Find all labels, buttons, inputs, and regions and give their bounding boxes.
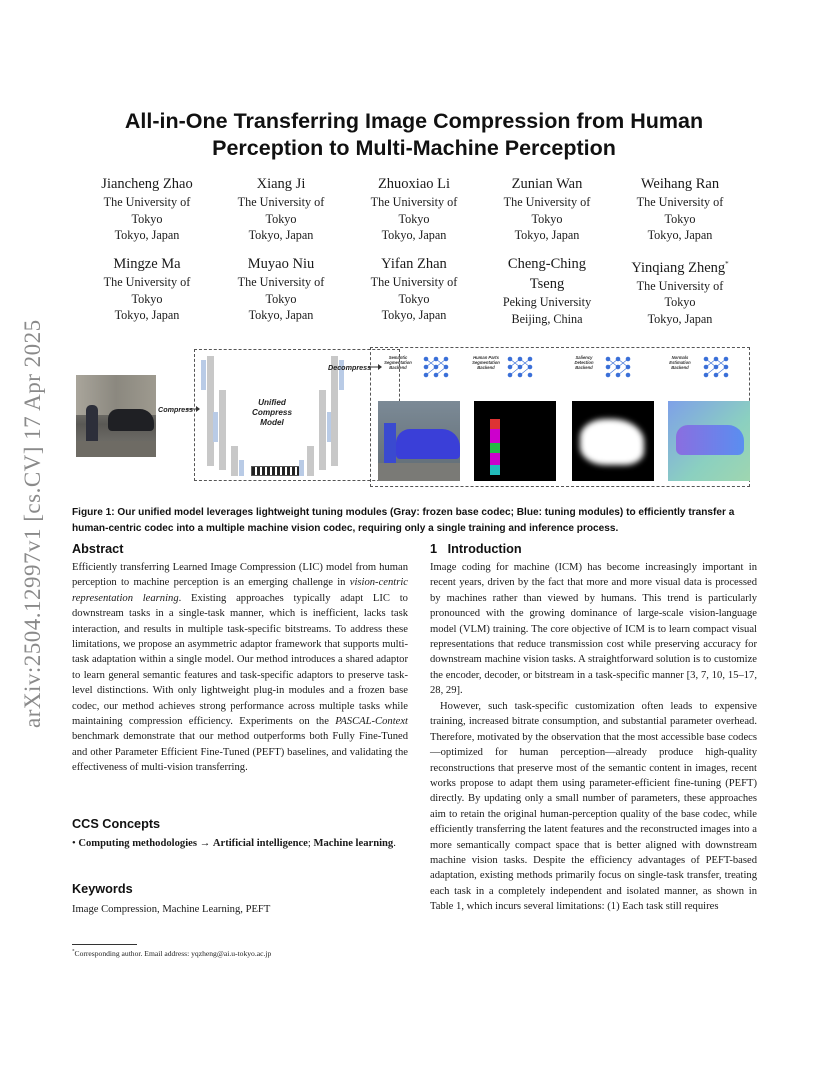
author-block (349, 254, 479, 324)
backend-label-line: Detection (574, 360, 594, 365)
input-image (76, 375, 156, 457)
arxiv-stamp: arXiv:2504.12997v1 [cs.CV] 17 Apr 2025 (20, 319, 45, 728)
author-affiliation: Tokyo (265, 291, 297, 306)
abstract-italic: PASCAL-Context (335, 716, 408, 728)
author-block (82, 174, 212, 244)
frozen-module (207, 356, 214, 466)
model-label-line: Compress (251, 408, 293, 417)
author-name: Tseng (529, 276, 565, 292)
model-label-line: Model (260, 418, 284, 427)
tuning-module (201, 360, 206, 390)
semantic-segmentation-output (378, 401, 460, 481)
backend-label-line: Segmentation (384, 360, 412, 365)
author-name (615, 254, 745, 278)
abstract-heading: Abstract (72, 542, 124, 556)
compress-label: Compress (158, 405, 194, 414)
bitstream (251, 466, 301, 476)
ccs-end: . (393, 838, 396, 849)
footnote-rule (72, 944, 137, 945)
author-name: Weihang Ran (640, 176, 720, 192)
section-title: Introduction (447, 542, 522, 556)
footnote-mark: * (72, 949, 75, 955)
author-name: Cheng-Ching (507, 256, 587, 272)
backend-label-line: Semantic (388, 355, 408, 360)
backend-label (370, 355, 426, 370)
author-affiliation: The University of (237, 195, 325, 209)
author-name: Jiancheng Zhao (101, 176, 193, 192)
author-affiliation: Tokyo (398, 291, 430, 306)
tuning-module (299, 460, 304, 476)
backend-label-line: Backend (575, 365, 593, 370)
abstract-run: . Existing approaches typically adapt LIC to downstream tasks in a single-task manner, which is inefficient, lacks task interaction, and results in multiple task-specific bitstreams. To address these limitations, we propose an asymmetric adaptor framework that supports multi-task adaptation within a single model. Our method introduces a shared adaptor to learn general semantic features and task-specific adaptors to preserve task-level distinctions. With only lightweight plug-in modules and a frozen base codec, our method achieves strong performance across multiple tasks while maintaining compression efficiency. Experiments on the (72, 592, 408, 728)
author-location: Tokyo, Japan (647, 228, 713, 242)
backend-label-line: Saliency (575, 355, 593, 360)
backend-label-line: Backend (477, 365, 495, 370)
abstract-text (72, 560, 408, 776)
author-block (216, 254, 346, 324)
author-affiliation: The University of (237, 275, 325, 289)
ccs-separator: ; (307, 838, 314, 849)
unified-model-label (237, 398, 307, 428)
backend-label (652, 355, 708, 370)
author-affiliation: The University of (103, 275, 191, 289)
corresponding-mark: * (725, 260, 729, 268)
frozen-module (331, 356, 338, 466)
abstract-run: Efficiently transferring Learned Image Compression (LIC) model from human perception to machine perception is an emerging challenge in (72, 562, 408, 589)
author-location: Tokyo, Japan (114, 228, 180, 242)
author-name: Xiang Ji (256, 176, 306, 192)
author-name: Muyao Niu (247, 256, 315, 272)
ccs-arrow: → (196, 838, 213, 849)
backend-label-line: Normals (671, 355, 689, 360)
backend-label-line: Backend (671, 365, 689, 370)
author-block (615, 174, 745, 244)
author-name: Yifan Zhan (381, 256, 447, 272)
model-label-line: Unified (258, 398, 286, 407)
keywords-text: Image Compression, Machine Learning, PEFT (72, 904, 271, 915)
author-affiliation: Tokyo (531, 211, 563, 226)
frozen-module (219, 390, 226, 470)
author-affiliation: Tokyo (265, 211, 297, 226)
backend-label-line: Backend (389, 365, 407, 370)
figure-1 (74, 345, 754, 485)
author-affiliation: The University of (103, 195, 191, 209)
network-icon (506, 353, 534, 381)
author-name: Zhuoxiao Li (377, 176, 451, 192)
saliency-output (572, 401, 654, 481)
author-location: Tokyo, Japan (381, 308, 447, 322)
title-line-1: All-in-One Transferring Image Compression from Human (124, 109, 704, 133)
normals-output (668, 401, 750, 481)
author-block (482, 254, 612, 327)
ccs-heading: CCS Concepts (72, 817, 161, 831)
author-affiliation: Tokyo (131, 291, 163, 306)
intro-paragraph-1: Image coding for machine (ICM) has become increasingly important in recent years, driven by the fact that more and more visual data is processed by machines rather than viewed by humans. This trend is particularly pronounced with the growing dominance of large-scale vision-language model (VLM) training. The core objective of ICM is to learn compact visual representations that reduce transmission cost while preserving accuracy for downstream machine vision tasks. A straightforward solution is to customize the encoder, decoder, or bitstream in a task-specific manner [3, 7, 10, 15–17, 28, 29]. (430, 562, 757, 697)
author-name: Zunian Wan (511, 176, 583, 192)
author-affiliation: The University of (636, 195, 724, 209)
author-name: Mingze Ma (113, 256, 181, 272)
author-location: Tokyo, Japan (248, 308, 314, 322)
backend-label-line: Estimation (669, 360, 691, 365)
human-parts-output (474, 401, 556, 481)
frozen-module (307, 446, 314, 476)
ccs-term: Computing methodologies (78, 838, 197, 849)
author-location: Tokyo, Japan (647, 311, 713, 326)
author-location: Beijing, China (511, 311, 583, 326)
author-block (216, 174, 346, 244)
author-affiliation: Peking University (502, 295, 592, 309)
intro-heading (430, 542, 522, 556)
tuning-module (213, 412, 218, 442)
network-icon (422, 353, 450, 381)
abstract-italic: vision-centric representation learning (72, 577, 408, 604)
decompress-label: Decompress (328, 363, 372, 372)
network-icon (702, 353, 730, 381)
abstract-run: benchmark demonstrate that our method outperforms both Fully Fine-Tuned and other Parameter Efficient Fine-Tuned (PEFT) baselines, and validating the effectiveness of multi-vision transferring. (72, 731, 408, 774)
author-block (615, 254, 745, 327)
author-affiliation: The University of (370, 195, 458, 209)
frozen-module (231, 446, 238, 476)
author-location: Tokyo, Japan (514, 228, 580, 242)
title-line-2: Perception to Multi-Machine Perception (212, 136, 616, 160)
section-number: 1 (430, 542, 438, 556)
author-location: Tokyo, Japan (114, 308, 180, 322)
ccs-text (72, 836, 408, 851)
backend-label-line: Segmentation (472, 360, 500, 365)
paper-title (80, 108, 748, 162)
ccs-term: Artificial intelligence (212, 838, 308, 849)
author-affiliation: Tokyo (664, 295, 696, 310)
author-affiliation: Tokyo (131, 211, 163, 226)
author-affiliation: Tokyo (664, 211, 696, 226)
ccs-term: Machine learning (313, 838, 394, 849)
tuning-module (239, 460, 244, 476)
author-affiliation: Tokyo (398, 211, 430, 226)
footnote (72, 949, 271, 958)
author-location: Tokyo, Japan (381, 228, 447, 242)
network-icon (604, 353, 632, 381)
footnote-text: Corresponding author. Email address: yqzheng@ai.u-tokyo.ac.jp (74, 949, 272, 958)
intro-paragraph-2: However, such task-specific customization often leads to expensive training, increased bitrate consumption, and substantial parameter overhead. Therefore, motivated by the observation that the most accessible base codecs—optimized for human perception—already produce high-quality reconstructions that preserve most of the semantic content in images, recent works propose to adapt them using parameter-efficient fine-tuning (PEFT) directly. By updating only a small number of parameters, these approaches aim to retain the original human-perception quality of the base codec, while efficiently transferring the latent features and the reconstructed images into a more semantically compact space that is better aligned with downstream machine vision tasks. Despite the efficiency advantages of PEFT-based adaptation, existing methods primarily focus on single-task transfer, treating each task in a completely independent and isolated manner, as shown in Table 1, which incurs several limitations: (1) Each task still requires (430, 701, 757, 913)
frozen-module (319, 390, 326, 470)
author-affiliation: The University of (370, 275, 458, 289)
ccs-bullet: • (72, 838, 79, 849)
author-location: Tokyo, Japan (248, 228, 314, 242)
author-affiliation: The University of (503, 195, 591, 209)
author-block (82, 254, 212, 324)
author-name-text: Yinqiang Zheng (631, 259, 726, 276)
keywords-heading: Keywords (72, 882, 133, 896)
author-affiliation: The University of (636, 278, 724, 293)
author-block (482, 174, 612, 244)
figure-caption: Figure 1: Our unified model leverages lightweight tuning modules (Gray: frozen base codec; Blue: tuning modules) to efficiently transfer a human-centric codec into a multiple machine vision codec, requiring only a single training and inference process. (72, 507, 735, 534)
backend-label-line: Human Parts (473, 355, 499, 360)
author-block (349, 174, 479, 244)
